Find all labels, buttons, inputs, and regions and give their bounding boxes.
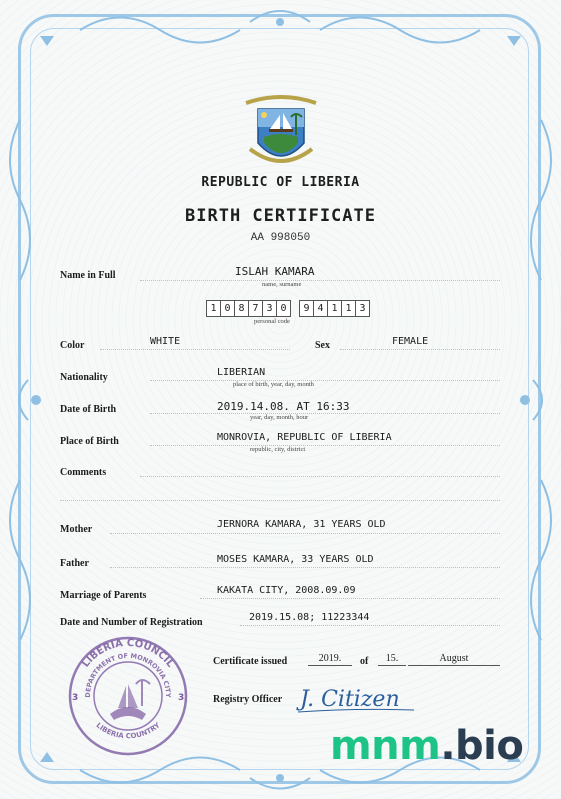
- registry-officer-label: Registry Officer: [213, 694, 283, 705]
- site-watermark: [330, 723, 524, 769]
- watermark-part-a: mnm: [330, 723, 441, 769]
- color-rule: [100, 349, 290, 350]
- marriage-label: Marriage of Parents: [60, 590, 147, 601]
- certificate-issued-label: Certificate issued: [213, 656, 288, 667]
- color-value: WHITE: [150, 336, 181, 347]
- comments-rule-2: [60, 500, 500, 501]
- coat-of-arms-seal: [236, 93, 326, 173]
- marriage-rule: [200, 598, 500, 599]
- dob-label: Date of Birth: [60, 404, 117, 415]
- mother-rule: [110, 533, 500, 534]
- nationality-rule: [150, 380, 500, 381]
- registration-rule: [240, 625, 500, 626]
- signature-text: J. Citizen: [300, 687, 400, 712]
- pob-hint: republic, city, district: [250, 446, 306, 453]
- marriage-value: KAKATA CITY, 2008.09.09: [217, 585, 356, 596]
- father-rule: [110, 567, 500, 568]
- code-digit: 1: [341, 300, 356, 317]
- code-digit: 1: [327, 300, 342, 317]
- name-value: ISLAH KAMARA: [235, 265, 315, 278]
- sex-rule: [340, 349, 500, 350]
- mother-value: JERNORA KAMARA, 31 YEARS OLD: [217, 519, 386, 530]
- color-label: Color: [60, 340, 85, 351]
- code-digit: 1: [206, 300, 221, 317]
- issue-year: 2019.: [308, 653, 352, 666]
- issue-day: 15.: [378, 653, 406, 666]
- dob-hint: year, day, month, hour: [250, 414, 309, 421]
- nationality-value: LIBERIAN: [217, 367, 266, 378]
- code-digit: 7: [248, 300, 263, 317]
- sex-label: Sex: [315, 340, 330, 351]
- code-digit: 8: [234, 300, 249, 317]
- name-hint: name, surname: [262, 281, 302, 288]
- father-label: Father: [60, 558, 89, 569]
- registration-label: Date and Number of Registration: [60, 617, 203, 628]
- country-heading: REPUBLIC OF LIBERIA: [201, 175, 360, 190]
- stamp-mid-text: DEPARTMENT OF MONROVIA CITY: [83, 651, 173, 698]
- pob-label: Place of Birth: [60, 436, 119, 447]
- stamp-side-mark-left: 3: [72, 693, 79, 703]
- stamp-top-text: LIBERIA COUNCIL: [80, 637, 176, 670]
- code-digit: 4: [313, 300, 328, 317]
- code-digit: 0: [220, 300, 235, 317]
- officer-signature: [296, 680, 416, 716]
- dob-value: 2019.14.08. AT 16:33: [217, 400, 350, 413]
- official-stamp: [58, 634, 198, 758]
- serial-number: AA 998050: [250, 232, 311, 244]
- name-rule: [140, 280, 500, 281]
- code-digit: 3: [355, 300, 370, 317]
- nationality-hint: place of birth, year, day, month: [233, 381, 314, 388]
- registration-value: 2019.15.08; 11223344: [249, 612, 370, 623]
- code-digit: 3: [262, 300, 277, 317]
- nationality-label: Nationality: [60, 372, 108, 383]
- stamp-side-mark-right: 3: [178, 693, 185, 703]
- name-label: Name in Full: [60, 270, 116, 281]
- pob-value: MONROVIA, REPUBLIC OF LIBERIA: [217, 432, 392, 443]
- mother-label: Mother: [60, 524, 93, 535]
- personal-code-hint: personal code: [254, 318, 290, 325]
- stamp-bottom-text: LIBERIA COUNTRY: [94, 721, 162, 741]
- issue-of-label: of: [360, 656, 369, 667]
- issue-month: August: [408, 653, 500, 666]
- personal-code-boxes: [206, 300, 369, 316]
- code-digit: 0: [276, 300, 291, 317]
- father-value: MOSES KAMARA, 33 YEARS OLD: [217, 554, 374, 565]
- comments-label: Comments: [60, 467, 107, 478]
- document-title: BIRTH CERTIFICATE: [185, 206, 376, 226]
- sex-value: FEMALE: [392, 336, 429, 347]
- code-digit: 9: [299, 300, 314, 317]
- pob-rule: [150, 445, 500, 446]
- watermark-part-b: .bio: [440, 723, 524, 769]
- dob-rule: [150, 413, 500, 414]
- comments-rule: [140, 476, 500, 477]
